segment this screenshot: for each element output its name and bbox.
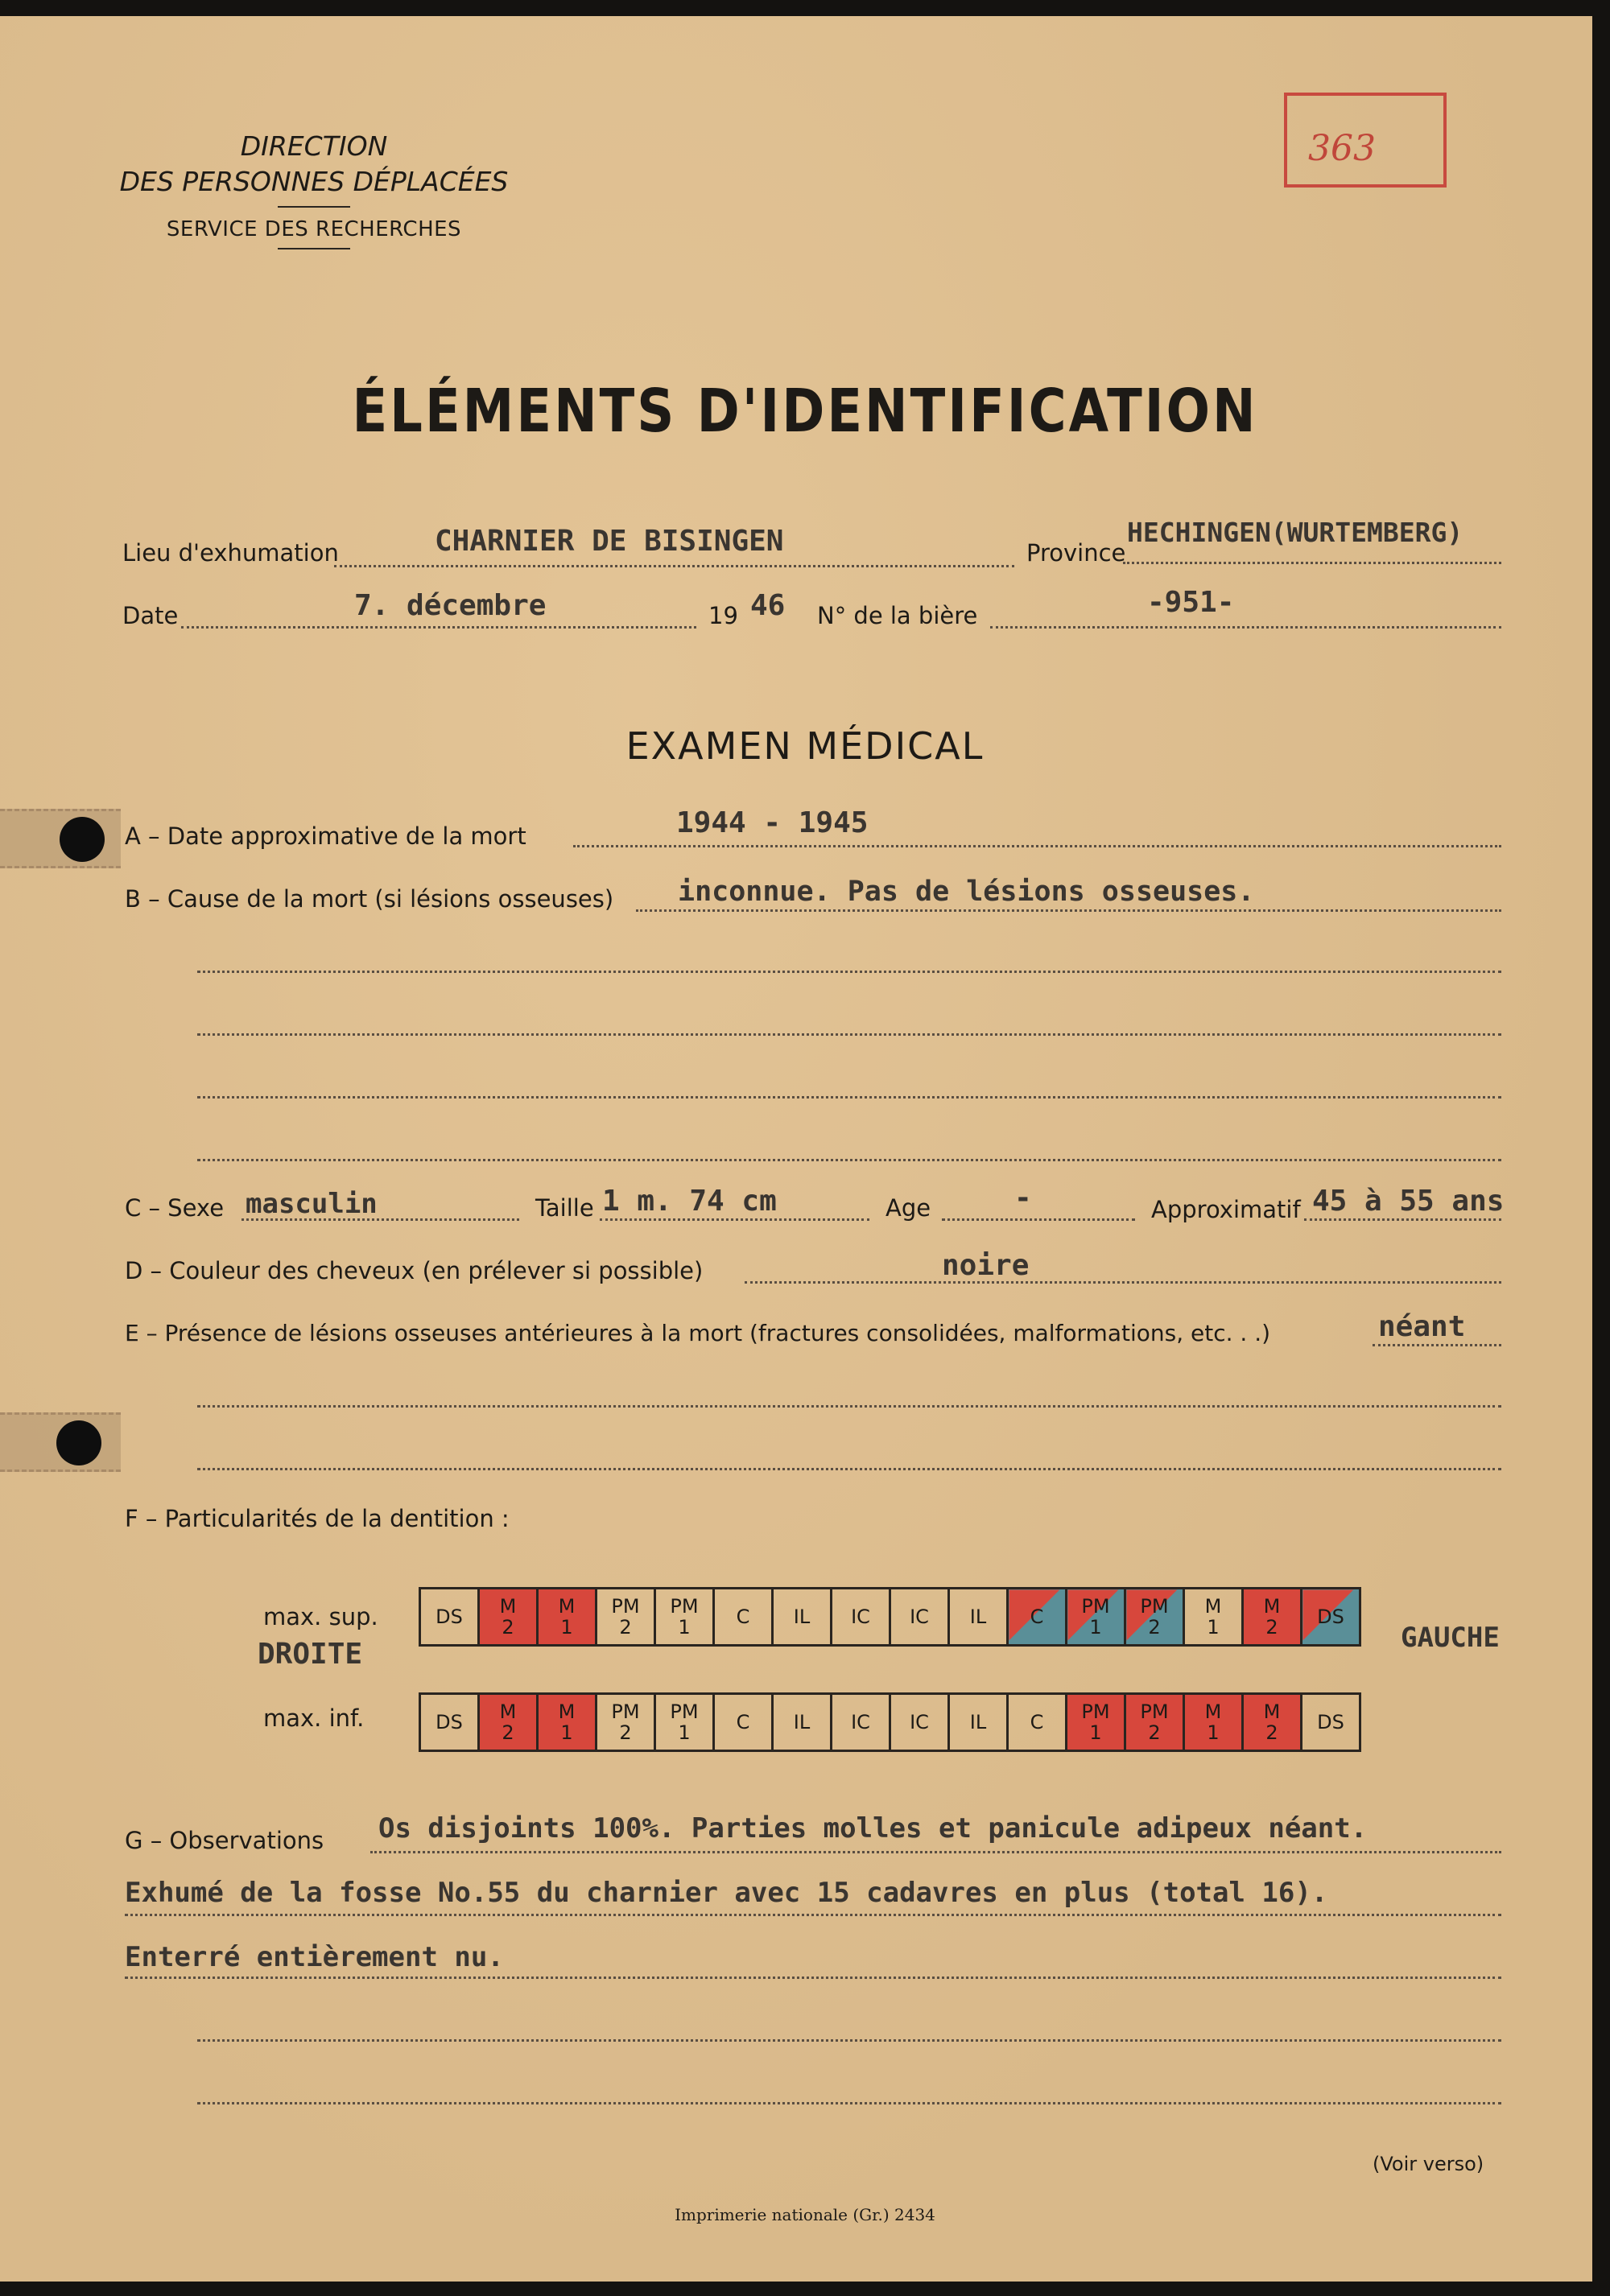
file-number-stamp: 363 — [1284, 93, 1447, 188]
date-value: 7. décembre — [354, 589, 547, 622]
field-b-line-5 — [197, 1159, 1501, 1161]
biere-label: N° de la bière — [817, 602, 978, 629]
obs-line-2 — [125, 1914, 1501, 1916]
field-e-line-3 — [197, 1468, 1501, 1470]
field-b-value: inconnue. Pas de lésions osseuses. — [678, 876, 1255, 908]
age-label: Age — [886, 1194, 931, 1222]
upper-tooth-row-tooth: PM 2 — [1125, 1589, 1184, 1646]
punch-hole — [60, 817, 105, 862]
lower-tooth-row-tooth: PM 1 — [1067, 1694, 1125, 1751]
sexe-value: masculin — [246, 1188, 378, 1220]
lower-dentition-chart — [419, 1692, 1361, 1752]
lower-tooth-row-tooth: M 1 — [538, 1694, 597, 1751]
upper-tooth-row-tooth: C — [714, 1589, 773, 1646]
lower-tooth-row-tooth: IL — [773, 1694, 832, 1751]
upper-tooth-row-tooth: M 1 — [538, 1589, 597, 1646]
age-value: - — [1014, 1181, 1032, 1214]
field-b-line-4 — [197, 1096, 1501, 1099]
taille-value: 1 m. 74 cm — [602, 1185, 777, 1218]
field-a-label: A – Date approximative de la mort — [125, 822, 526, 850]
field-f-label: F – Particularités de la dentition : — [125, 1505, 510, 1532]
field-c-label: C – Sexe — [125, 1194, 225, 1222]
upper-tooth-row-tooth: DS — [420, 1589, 479, 1646]
field-d-label: D – Couleur des cheveux (en prélever si possible) — [125, 1257, 704, 1284]
field-b-line-3 — [197, 1033, 1501, 1036]
header-service: SERVICE DES RECHERCHES — [166, 217, 462, 241]
taille-line — [600, 1218, 869, 1221]
lower-tooth-row-tooth: M 1 — [1184, 1694, 1243, 1751]
lower-tooth-row-tooth: M 2 — [479, 1694, 538, 1751]
upper-tooth-row-tooth: M 2 — [479, 1589, 538, 1646]
date-label: Date — [122, 602, 179, 629]
printer-imprint: Imprimerie nationale (Gr.) 2434 — [675, 2205, 935, 2224]
see-reverse-note: (Voir verso) — [1373, 2153, 1484, 2175]
lower-tooth-row — [420, 1694, 1360, 1751]
lower-tooth-row-tooth: DS — [420, 1694, 479, 1751]
lieu-label: Lieu d'exhumation — [122, 539, 339, 567]
upper-dentition-chart — [419, 1587, 1361, 1647]
obs-line-3 — [125, 1977, 1501, 1979]
punch-hole-2 — [56, 1420, 101, 1465]
right-side-label: DROITE — [258, 1638, 363, 1671]
taille-label: Taille — [535, 1194, 594, 1222]
upper-tooth-row-tooth: PM 2 — [597, 1589, 655, 1646]
province-line — [1123, 562, 1501, 564]
year-value: 46 — [750, 589, 786, 622]
obs-text-3: Enterré entièrement nu. — [125, 1941, 504, 1973]
field-e-line — [1373, 1344, 1501, 1346]
lieu-value: CHARNIER DE BISINGEN — [435, 525, 784, 558]
upper-tooth-row-tooth: PM 1 — [1067, 1589, 1125, 1646]
left-side-label: GAUCHE — [1401, 1622, 1500, 1654]
province-value: HECHINGEN(WURTEMBERG) — [1127, 517, 1463, 548]
lower-tooth-row-tooth: DS — [1302, 1694, 1360, 1751]
approx-value: 45 à 55 ans — [1312, 1185, 1505, 1218]
upper-tooth-row-tooth: PM 1 — [655, 1589, 714, 1646]
field-a-line — [573, 845, 1501, 847]
obs-line-1 — [370, 1851, 1501, 1853]
header-rule — [278, 206, 350, 208]
field-b-line — [636, 909, 1501, 912]
header-rule-2 — [278, 248, 350, 249]
approx-label: Approximatif — [1151, 1196, 1301, 1223]
upper-jaw-label: max. sup. — [263, 1603, 378, 1630]
lower-tooth-row-tooth: PM 2 — [1125, 1694, 1184, 1751]
approx-line — [1304, 1218, 1501, 1221]
field-b-line-2 — [197, 971, 1501, 973]
lower-tooth-row-tooth: PM 1 — [655, 1694, 714, 1751]
page-title: ÉLÉMENTS D'IDENTIFICATION — [352, 377, 1258, 447]
field-d-line — [745, 1281, 1501, 1284]
obs-line-5 — [197, 2102, 1501, 2104]
obs-line-4 — [197, 2039, 1501, 2042]
lieu-line — [334, 565, 1014, 567]
upper-tooth-row-tooth: M 1 — [1184, 1589, 1243, 1646]
age-line — [942, 1218, 1135, 1221]
lower-tooth-row-tooth: C — [1008, 1694, 1067, 1751]
lower-tooth-row-tooth: IC — [832, 1694, 890, 1751]
header-direction: DIRECTION — [240, 130, 388, 162]
obs-text-1: Os disjoints 100%. Parties molles et panicule adipeux néant. — [378, 1812, 1368, 1845]
field-g-label: G – Observations — [125, 1827, 324, 1854]
biere-line — [990, 626, 1501, 629]
upper-tooth-row-tooth: IL — [773, 1589, 832, 1646]
obs-text-2: Exhumé de la fosse No.55 du charnier avec 15 cadavres en plus (total 16). — [125, 1877, 1328, 1909]
field-b-label: B – Cause de la mort (si lésions osseuses) — [125, 885, 614, 913]
biere-value: -951- — [1147, 586, 1235, 619]
field-a-value: 1944 - 1945 — [676, 806, 869, 839]
upper-tooth-row-tooth: M 2 — [1243, 1589, 1302, 1646]
lower-tooth-row-tooth: M 2 — [1243, 1694, 1302, 1751]
exam-title: EXAMEN MÉDICAL — [625, 724, 985, 768]
issuer-header — [105, 129, 523, 259]
lower-tooth-row-tooth: IL — [949, 1694, 1008, 1751]
year-prefix: 19 — [708, 602, 738, 629]
field-e-value: néant — [1378, 1310, 1466, 1343]
field-e-line-2 — [197, 1405, 1501, 1408]
lower-jaw-label: max. inf. — [263, 1704, 365, 1732]
lower-tooth-row-tooth: IC — [890, 1694, 949, 1751]
lower-tooth-row-tooth: C — [714, 1694, 773, 1751]
field-d-value: noire — [942, 1249, 1030, 1282]
date-line — [181, 626, 696, 629]
lower-tooth-row-tooth: PM 2 — [597, 1694, 655, 1751]
form-page — [0, 16, 1592, 2282]
upper-tooth-row-tooth: IC — [832, 1589, 890, 1646]
header-personnes: DES PERSONNES DÉPLACÉES — [119, 166, 509, 197]
upper-tooth-row — [420, 1589, 1360, 1646]
upper-tooth-row-tooth: C — [1008, 1589, 1067, 1646]
upper-tooth-row-tooth: IL — [949, 1589, 1008, 1646]
upper-tooth-row-tooth: DS — [1302, 1589, 1360, 1646]
province-label: Province — [1026, 539, 1126, 567]
field-e-label: E – Présence de lésions osseuses antérieures à la mort (fractures consolidées, malformations, etc. . .) — [125, 1320, 1271, 1346]
upper-tooth-row-tooth: IC — [890, 1589, 949, 1646]
